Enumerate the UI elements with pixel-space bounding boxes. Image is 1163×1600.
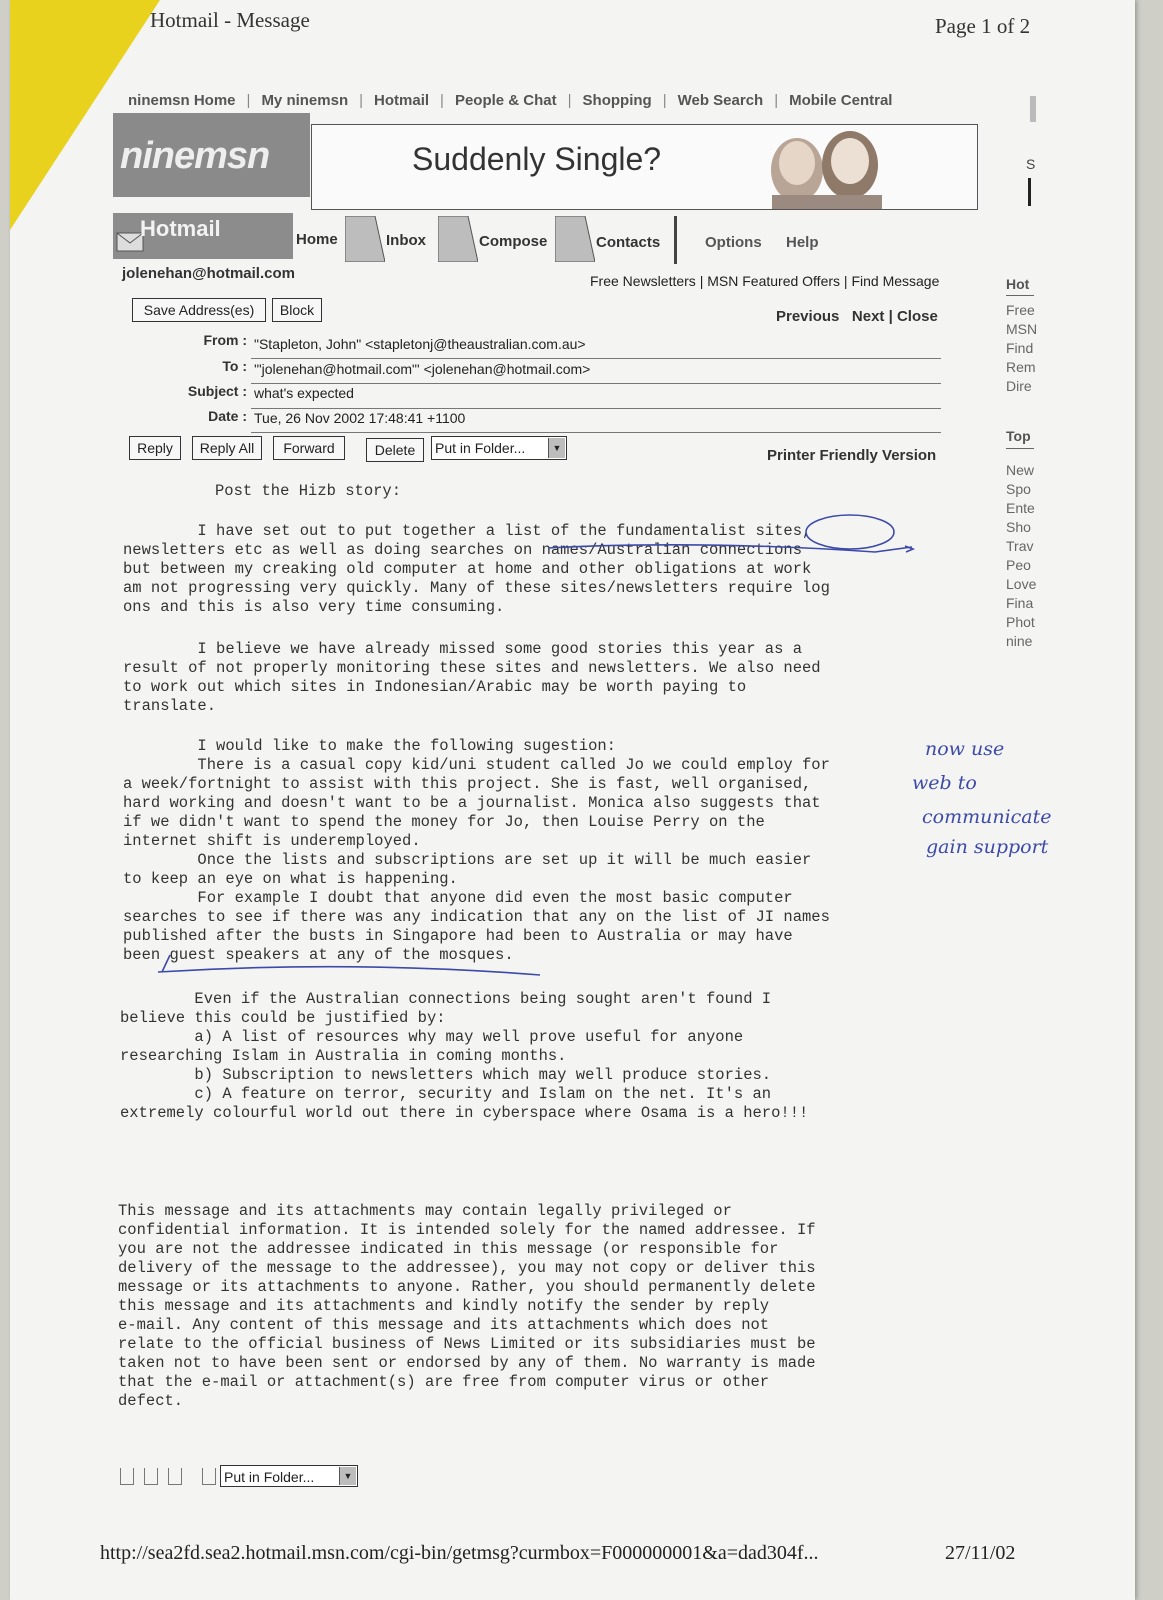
nav-mobile-central[interactable]: Mobile Central [789,92,893,109]
tab-contacts[interactable]: Contacts [596,234,661,251]
bottom-folder-select-value: Put in Folder... [224,1469,315,1485]
help-link[interactable]: Help [786,234,819,251]
sidebar-item[interactable]: Ente [1006,500,1035,516]
hotmail-logo-text: Hotmail [140,216,221,241]
body-paragraph-1: I have set out to put together a list of the fundamentalist sites, newsletters etc as well as doing searches on names/Australian connections but between my creaking old computer at home and other obligations at work am not progressing very quickly. Many of these sites/newsletters require log ons and this is also very time consuming. [123,522,830,616]
printer-friendly-link[interactable]: Printer Friendly Version [767,447,937,464]
forward-button[interactable]: Forward [273,436,345,460]
print-date: 27/11/02 [945,1542,1016,1564]
chevron-down-icon: ▼ [339,1467,356,1485]
tab-inbox[interactable]: Inbox [386,232,426,249]
nav-hotmail[interactable]: Hotmail [374,92,430,109]
tab-compose[interactable]: Compose [479,233,548,250]
promo-links: Free Newsletters | MSN Featured Offers | Find Message [590,273,940,289]
tab-home[interactable]: Home [296,231,338,248]
banner-side-bar [1028,178,1031,206]
print-page-number: Page 1 of 2 [935,14,1031,38]
body-paragraph-3: I would like to make the following sugestion: There is a casual copy kid/uni student called Jo we could employ for a week/fortnight to assist with this project. She is fast, well organised, hard working and doesn't want to be a journalist. Monica also suggests that if we didn't want to spend the money for Jo, then Louise Perry on the internet shift is underemployed. Once the lists and subscriptions are set up it will be much easier to keep an eye on what is happening. For example I doubt that anyone did even the most basic computer searches to see if there was any indication that any on the list of JI names published after the busts in Singapore had been to Australia or may have been guest speakers at any of the mosques. [123,737,830,964]
sidebar-item[interactable]: Find [1006,340,1034,356]
close-link[interactable]: Close [896,308,938,325]
print-title: Hotmail - Message [150,8,310,32]
header-rule [251,358,941,359]
sidebar-item[interactable]: Free [1006,302,1035,318]
sidebar-item[interactable]: Sho [1006,519,1031,535]
sidebar-item[interactable]: Peo [1006,557,1031,573]
sidebar-item[interactable]: Phot [1006,614,1035,630]
header-rule [251,432,941,433]
body-paragraph-2: I believe we have already missed some good stories this year as a result of not properly monitoring these sites and newsletters. We also need to work out which sites in Indonesian/Arabic may be worth paying to translate. [123,640,821,715]
sidebar-rule [1006,448,1034,449]
bottom-button-stub[interactable] [202,1468,216,1485]
ad-banner[interactable] [311,124,978,210]
handwritten-note: web to [912,772,977,794]
tab-divider-icon [345,216,385,262]
sidebar-item[interactable]: Spo [1006,481,1031,497]
date-value: Tue, 26 Nov 2002 17:48:41 +1100 [254,410,466,426]
save-address-button[interactable]: Save Address(es) [132,298,266,322]
subject-value: what's expected [254,385,354,401]
sidebar-item[interactable]: Fina [1006,595,1034,611]
top-nav: ninemsn Home | My ninemsn | Hotmail | People & Chat | Shopping | Web Search | Mobile Central [128,92,893,109]
options-link[interactable]: Options [705,234,762,251]
delete-button[interactable]: Delete [366,438,424,462]
sidebar-item[interactable]: New [1006,462,1035,478]
banner-faces-image [742,125,902,209]
account-email: jolenehan@hotmail.com [122,265,295,282]
bottom-put-in-folder-select[interactable] [220,1465,358,1487]
put-in-folder-select[interactable] [431,436,567,460]
sidebar-item[interactable]: Rem [1006,359,1036,375]
tab-end-divider [674,216,677,264]
from-label: From : [203,332,247,348]
find-message-link[interactable]: Find Message [851,273,940,289]
nav-scroll-edge [1030,96,1036,122]
sidebar-item[interactable]: MSN [1006,321,1038,337]
ninemsn-logo: ninemsn [120,135,270,177]
banner-side-letter: S [1026,156,1036,172]
reply-all-button[interactable]: Reply All [192,436,262,460]
nav-web-search[interactable]: Web Search [677,92,764,109]
banner-headline: Suddenly Single? [412,141,662,177]
legal-disclaimer: This message and its attachments may contain legally privileged or confidential information. It is intended solely for the named addressee. If you are not the addressee indicated in this message (or responsible for delivery of the message to the addressee), you may not copy or deliver this message or its attachments to anyone. Rather, you should permanently delete this message and its attachments and kindly notify the sender by reply e-mail. Any content of this message and its attachments which does not relate to the official business of News Limited or its subsidiaries must be taken not to have been sent or endorsed by any of them. No warranty is made that the e-mail or attachment(s) are free from computer virus or other defect. [118,1202,816,1410]
chevron-down-icon: ▼ [548,438,565,458]
print-url: http://sea2fd.sea2.hotmail.msn.com/cgi-bin/getmsg?curmbox=F000000001&a=dad304f... [100,1542,819,1564]
handwritten-note: gain support [926,836,1049,858]
nav-people-chat[interactable]: People & Chat [454,92,557,109]
sidebar-rule [1006,295,1034,296]
tab-divider-icon [438,216,478,262]
sidebar-heading-top: Top [1006,428,1031,444]
body-paragraph-4: Even if the Australian connections being sought aren't found I believe this could be justified by: a) A list of resources why may well prove useful for anyone researching Islam in Australia in coming months. b) Subscription to newsletters which may well produce stories. c) A feature on terror, security and Islam on the net. It's an extremely colourful world out there in cyberspace where Osama is a hero!!! [120,990,809,1122]
sidebar-item[interactable]: Dire [1006,378,1032,394]
bottom-button-stub[interactable] [120,1468,134,1485]
reply-button[interactable]: Reply [129,436,181,460]
bottom-button-stub[interactable] [144,1468,158,1485]
to-label: To : [222,358,247,374]
previous-link[interactable]: Previous [776,308,840,325]
sidebar-heading-hot: Hot [1006,276,1030,292]
nav-ninemsn-home[interactable]: ninemsn Home [128,92,236,109]
sidebar-item[interactable]: nine [1006,633,1033,649]
sidebar-item[interactable]: Trav [1006,538,1034,554]
header-rule [251,408,941,409]
handwritten-note: communicate [922,806,1052,828]
subject-label: Subject : [187,383,247,399]
free-newsletters-link[interactable]: Free Newsletters [590,273,696,289]
nav-my-ninemsn[interactable]: My ninemsn [261,92,349,109]
bottom-button-stub[interactable] [168,1468,182,1485]
sidebar-item[interactable]: Love [1006,576,1037,592]
next-link[interactable]: Next [851,308,885,325]
folder-select-value: Put in Folder... [435,440,526,456]
from-value: "Stapleton, John" <stapletonj@theaustralian.com.au> [254,336,586,352]
body-greeting: Post the Hizb story: [215,482,402,500]
block-button[interactable]: Block [272,298,322,322]
date-label: Date : [208,408,247,424]
handwritten-note: now use [925,738,1005,760]
message-nav: Previous Next | Close [776,308,938,325]
to-value: '"jolenehan@hotmail.com"' <jolenehan@hotmail.com> [254,361,591,377]
nav-shopping[interactable]: Shopping [582,92,652,109]
msn-featured-offers-link[interactable]: MSN Featured Offers [707,273,841,289]
header-rule [251,383,941,384]
tab-divider-icon [555,216,595,262]
